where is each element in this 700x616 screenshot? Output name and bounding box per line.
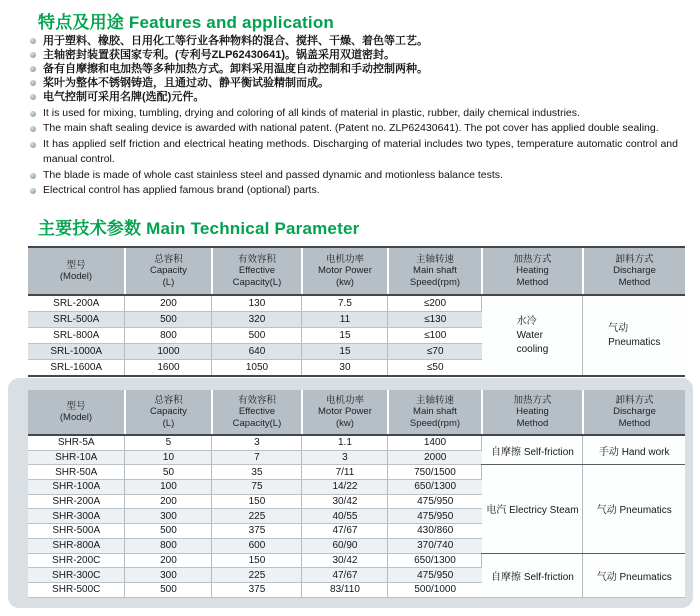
feature-item	[30, 90, 685, 104]
value-cell: 225	[212, 568, 302, 583]
value-cell: 40/55	[302, 509, 388, 524]
shr-table-body	[28, 435, 685, 597]
value-cell: 35	[212, 465, 302, 480]
value-cell: 150	[212, 553, 302, 568]
column-header: 总容积 Capacity (L)	[125, 390, 212, 435]
feature-text: The main shaft sealing device is awarded with national patent. (Patent no. ZLP62430641). The pot cover has applied double sealing.	[43, 122, 659, 135]
value-cell: 30/42	[302, 494, 388, 509]
value-cell: 200	[125, 295, 212, 312]
value-cell: 500	[125, 312, 212, 328]
feature-text: It has applied self friction and electrical heating methods. Discharging of material includes two types, temperature automatic control and manual control.	[43, 137, 678, 166]
value-cell: 1050	[212, 360, 302, 377]
value-cell: 800	[125, 538, 212, 553]
value-cell: 370/740	[388, 538, 482, 553]
column-header: 主轴转速 Main shaft Speed(rpm)	[388, 247, 482, 295]
table-row	[28, 553, 685, 568]
value-cell: 47/67	[302, 524, 388, 539]
column-header: 有效容积 Effective Capacity(L)	[212, 390, 302, 435]
bullet-icon	[30, 111, 36, 117]
value-cell: 650/1300	[388, 480, 482, 495]
value-cell: 475/950	[388, 568, 482, 583]
value-cell: 200	[125, 553, 212, 568]
model-cell: SHR-50A	[28, 465, 125, 480]
value-cell: 500/1000	[388, 582, 482, 597]
value-cell: 100	[125, 480, 212, 495]
heating-method-cell: 自摩擦 Self-friction	[482, 553, 583, 597]
srl-parameters-table	[28, 246, 685, 377]
srl-table-header	[28, 247, 685, 295]
model-cell: SRL-1600A	[28, 360, 125, 377]
model-cell: SHR-200A	[28, 494, 125, 509]
value-cell: 3	[212, 435, 302, 450]
feature-text: Electrical control has applied famous brand (optional) parts.	[43, 184, 320, 197]
value-cell: 15	[302, 344, 388, 360]
feature-item	[30, 168, 678, 183]
heating-method-cell: 自摩擦 Self-friction	[482, 435, 583, 465]
discharge-method-cell: 气动 Pneumatics	[583, 465, 685, 553]
value-cell: 10	[125, 450, 212, 465]
value-cell: 5	[125, 435, 212, 450]
value-cell: 3	[302, 450, 388, 465]
feature-text: 主轴密封装置获国家专利。(专利号ZLP62430641)。锅盖采用双道密封。	[43, 49, 396, 61]
header-row	[28, 247, 685, 295]
feature-text: 电气控制可采用名牌(选配)元件。	[43, 91, 205, 103]
model-cell: SRL-1000A	[28, 344, 125, 360]
column-header: 型号 (Model)	[28, 247, 125, 295]
feature-text: 用于塑料、橡胶、日用化工等行业各种物料的混合、搅拌、干燥、着色等工艺。	[43, 35, 428, 47]
feature-item	[30, 62, 685, 76]
value-cell: 60/90	[302, 538, 388, 553]
value-cell: 300	[125, 509, 212, 524]
model-cell: SHR-500A	[28, 524, 125, 539]
feature-text: 桨叶为整体不锈钢铸造，且通过动、静平衡试验精制而成。	[43, 77, 329, 89]
bullet-icon	[30, 94, 36, 100]
model-cell: SRL-200A	[28, 295, 125, 312]
bullet-icon	[30, 142, 36, 148]
value-cell: 14/22	[302, 480, 388, 495]
value-cell: 75	[212, 480, 302, 495]
bullet-icon	[30, 38, 36, 44]
value-cell: 30/42	[302, 553, 388, 568]
model-cell: SHR-500C	[28, 582, 125, 597]
value-cell: 130	[212, 295, 302, 312]
value-cell: 15	[302, 328, 388, 344]
bullet-icon	[30, 173, 36, 179]
feature-text: 备有自摩擦和电加热等多种加热方式。卸料采用温度自动控制和手动控制两种。	[43, 63, 428, 75]
bullet-icon	[30, 188, 36, 194]
value-cell: ≤130	[388, 312, 482, 328]
feature-item	[30, 137, 678, 168]
column-header: 卸料方式 Discharge Method	[583, 247, 685, 295]
feature-item	[30, 48, 685, 62]
bullet-icon	[30, 80, 36, 86]
value-cell: 650/1300	[388, 553, 482, 568]
value-cell: 83/110	[302, 582, 388, 597]
model-cell: SHR-5A	[28, 435, 125, 450]
feature-item	[30, 76, 685, 90]
model-cell: SRL-800A	[28, 328, 125, 344]
features-section-title: 特点及用途 Features and application	[38, 13, 334, 32]
value-cell: 1.1	[302, 435, 388, 450]
value-cell: 50	[125, 465, 212, 480]
value-cell: 375	[212, 524, 302, 539]
value-cell: 475/950	[388, 494, 482, 509]
parameters-section-title: 主要技术参数 Main Technical Parameter	[38, 219, 360, 238]
discharge-method-cell: 手动 Hand work	[583, 435, 685, 465]
column-header: 型号 (Model)	[28, 390, 125, 435]
column-header: 卸料方式 Discharge Method	[583, 390, 685, 435]
value-cell: 430/860	[388, 524, 482, 539]
feature-item	[30, 106, 678, 121]
value-cell: 225	[212, 509, 302, 524]
model-cell: SHR-800A	[28, 538, 125, 553]
feature-text: The blade is made of whole cast stainless steel and passed dynamic and motionless balance tests.	[43, 168, 503, 181]
value-cell: 800	[125, 328, 212, 344]
features-list-chinese	[30, 34, 685, 104]
value-cell: 320	[212, 312, 302, 328]
value-cell: ≤70	[388, 344, 482, 360]
value-cell: 2000	[388, 450, 482, 465]
value-cell: 30	[302, 360, 388, 377]
value-cell: 7/11	[302, 465, 388, 480]
table-row	[28, 295, 685, 312]
discharge-method-cell: 气动 Pneumatics	[583, 295, 685, 376]
feature-item	[30, 121, 678, 136]
value-cell: 1600	[125, 360, 212, 377]
value-cell: 300	[125, 568, 212, 583]
column-header: 电机功率 Motor Power (kw)	[302, 390, 388, 435]
value-cell: 500	[125, 524, 212, 539]
value-cell: ≤200	[388, 295, 482, 312]
value-cell: 1400	[388, 435, 482, 450]
column-header: 总容积 Capacity (L)	[125, 247, 212, 295]
model-cell: SHR-300A	[28, 509, 125, 524]
value-cell: 750/1500	[388, 465, 482, 480]
bullet-icon	[30, 66, 36, 72]
header-row	[28, 390, 685, 435]
value-cell: 1000	[125, 344, 212, 360]
value-cell: 47/67	[302, 568, 388, 583]
model-cell: SHR-200C	[28, 553, 125, 568]
column-header: 加热方式 Heating Method	[482, 247, 583, 295]
srl-table-body	[28, 295, 685, 376]
feature-text: It is used for mixing, tumbling, drying and coloring of all kinds of material in plastic, rubber, daily chemical industries.	[43, 107, 580, 119]
heating-method-cell: 水冷 Water cooling	[482, 295, 583, 376]
bullet-icon	[30, 52, 36, 58]
value-cell: 500	[212, 328, 302, 344]
shr-table-panel	[8, 378, 693, 608]
value-cell: 7.5	[302, 295, 388, 312]
value-cell: 475/950	[388, 509, 482, 524]
value-cell: 11	[302, 312, 388, 328]
value-cell: 200	[125, 494, 212, 509]
value-cell: 500	[125, 582, 212, 597]
table-row	[28, 435, 685, 450]
heating-method-cell: 电汽 Electricy Steam	[482, 465, 583, 553]
column-header: 加热方式 Heating Method	[482, 390, 583, 435]
feature-item	[30, 34, 685, 48]
column-header: 主轴转速 Main shaft Speed(rpm)	[388, 390, 482, 435]
feature-item	[30, 183, 678, 198]
value-cell: 375	[212, 582, 302, 597]
column-header: 电机功率 Motor Power (kw)	[302, 247, 388, 295]
column-header: 有效容积 Effective Capacity(L)	[212, 247, 302, 295]
shr-table-header	[28, 390, 685, 435]
model-cell: SHR-10A	[28, 450, 125, 465]
value-cell: 640	[212, 344, 302, 360]
value-cell: 600	[212, 538, 302, 553]
table-row	[28, 465, 685, 480]
model-cell: SHR-300C	[28, 568, 125, 583]
discharge-method-cell: 气动 Pneumatics	[583, 553, 685, 597]
value-cell: ≤50	[388, 360, 482, 377]
model-cell: SRL-500A	[28, 312, 125, 328]
bullet-icon	[30, 126, 36, 132]
features-list-english	[30, 106, 678, 198]
model-cell: SHR-100A	[28, 480, 125, 495]
value-cell: ≤100	[388, 328, 482, 344]
value-cell: 150	[212, 494, 302, 509]
shr-parameters-table	[28, 390, 685, 598]
value-cell: 7	[212, 450, 302, 465]
